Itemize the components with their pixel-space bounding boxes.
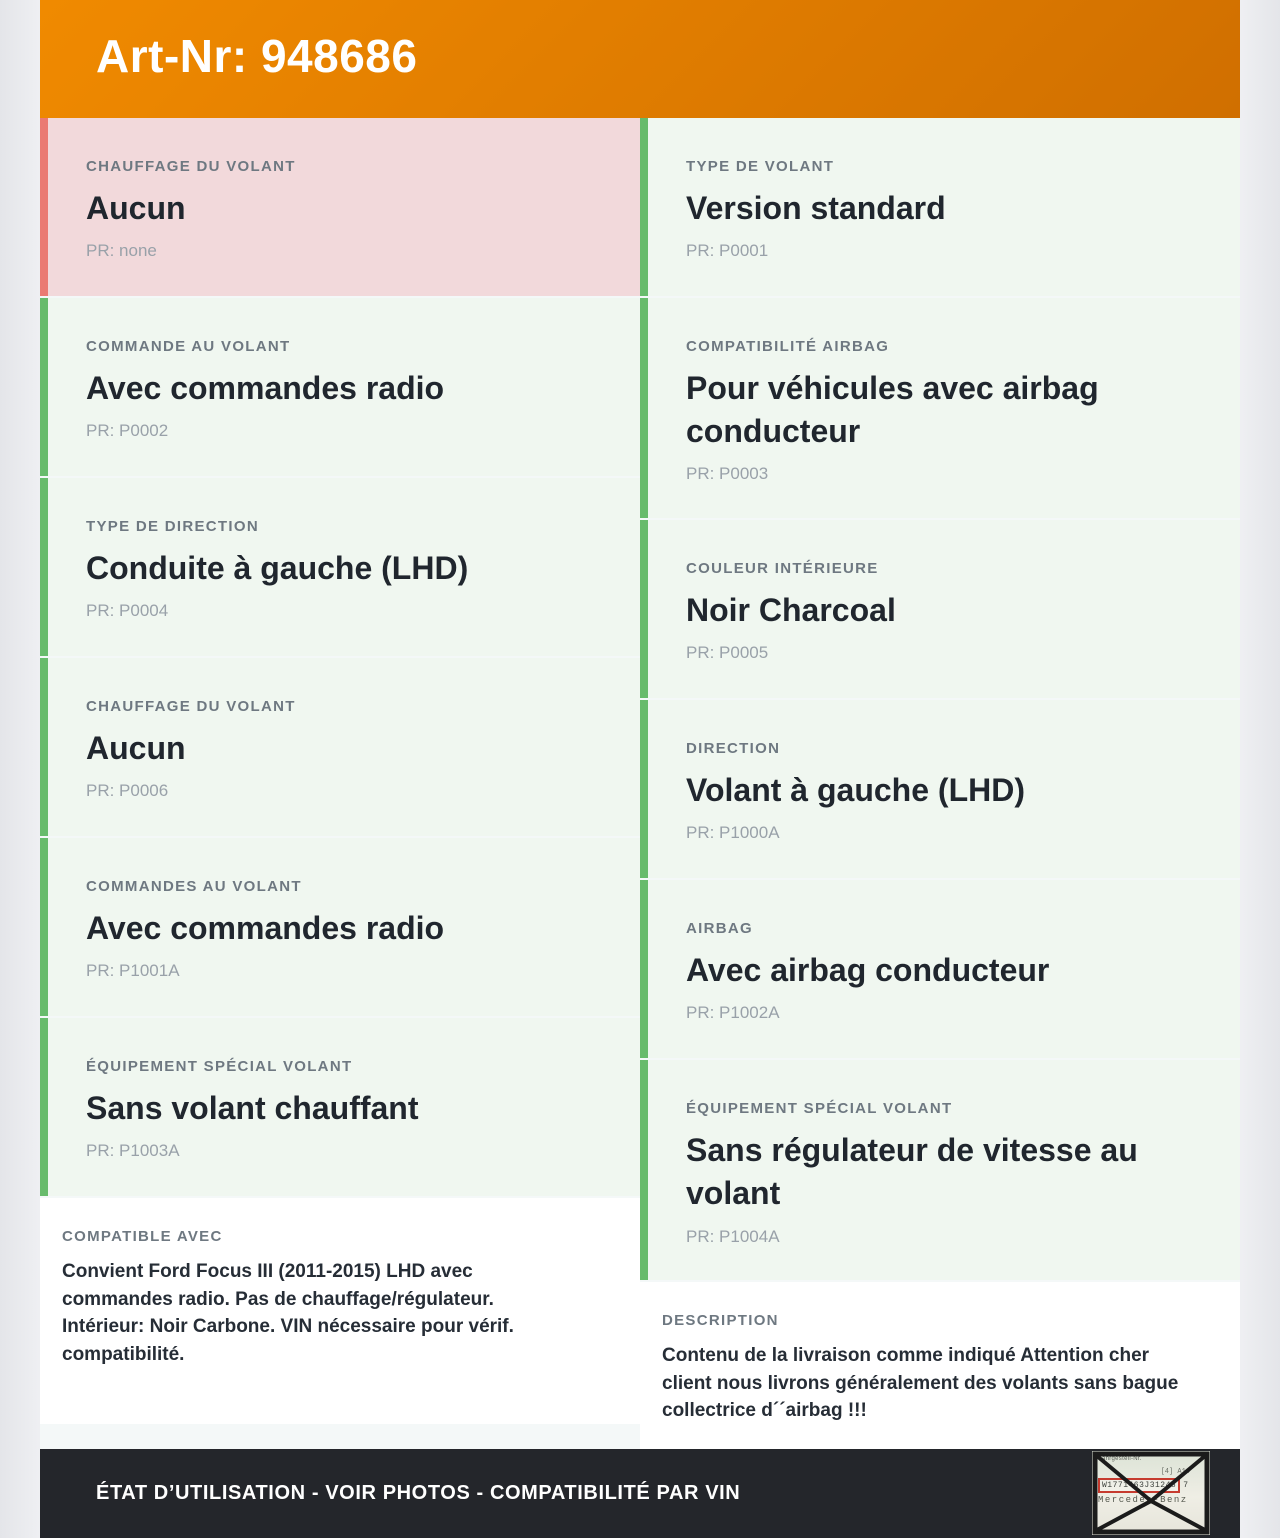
compatible-note-text: Convient Ford Focus III (2011-2015) LHD avec commandes radio. Pas de chauffage/régulateur. Intérieur: Noir Carbone. VIN nécessaire pour vérif. compatibilité.	[62, 1261, 514, 1365]
attribute-pr-code: PR: P0005	[686, 643, 769, 663]
attribute-value: Aucun	[86, 730, 186, 766]
attribute-pr-code: PR: P1003A	[86, 1141, 180, 1161]
attribute-card-commandes-au-volant	[40, 838, 640, 1016]
attribute-pr-code: PR: P1004A	[686, 1226, 780, 1246]
attribute-value: Sans régulateur de vitesse au volant	[686, 1132, 1138, 1212]
attribute-pr-code: PR: P1001A	[86, 961, 180, 981]
attribute-card-equipement-special-volant	[40, 1018, 640, 1196]
description-note-card	[640, 1282, 1240, 1449]
attribute-label: ÉQUIPEMENT SPÉCIAL VOLANT	[86, 1058, 353, 1075]
attribute-label: ÉQUIPEMENT SPÉCIAL VOLANT	[686, 1100, 953, 1118]
article-number-title: Art-Nr: 948686	[96, 30, 418, 82]
attribute-column-right	[640, 118, 1240, 1449]
note-label: DESCRIPTION	[662, 1312, 779, 1330]
attribute-card-direction	[640, 700, 1240, 878]
attribute-label: TYPE DE DIRECTION	[86, 518, 259, 535]
condition-footer-bar	[40, 1449, 1240, 1538]
description-note-text: Contenu de la livraison comme indiqué Attention cher client nous livrons généralement des volants sans bague collectrice d´´airbag !!!	[662, 1345, 1179, 1422]
attribute-value: Conduite à gauche (LHD)	[86, 550, 469, 586]
attribute-pr-code: PR: P0004	[86, 601, 169, 621]
note-label: COMPATIBLE AVEC	[62, 1228, 223, 1245]
attribute-value: Aucun	[86, 190, 186, 226]
listing-page	[40, 0, 1240, 1538]
footer-notice-text: ÉTAT D’UTILISATION - VOIR PHOTOS - COMPATIBILITÉ PAR VIN	[96, 1481, 741, 1504]
attribute-value: Sans volant chauffant	[86, 1090, 419, 1126]
attribute-card-type-de-direction	[40, 478, 640, 656]
article-header	[40, 0, 1240, 118]
attribute-value: Noir Charcoal	[686, 592, 896, 629]
compatible-note-card	[40, 1198, 640, 1424]
attribute-card-chauffage-du-volant	[40, 118, 640, 296]
attribute-label: COMPATIBILITÉ AIRBAG	[686, 338, 890, 355]
doc-field-line: [4] A14	[1160, 1467, 1190, 1476]
vehicle-brand-text: Mercedes-Benz	[1098, 1494, 1188, 1505]
attribute-card-airbag	[640, 880, 1240, 1058]
attribute-card-type-de-volant	[640, 118, 1240, 296]
vin-document-thumbnail	[1092, 1451, 1210, 1535]
vin-highlight-box: W1771463J31248	[1098, 1478, 1180, 1493]
attribute-label: AIRBAG	[686, 920, 753, 938]
attribute-card-equipement-special-volant-2	[640, 1060, 1240, 1280]
attribute-pr-code: PR: P0006	[86, 781, 169, 801]
attribute-value: Volant à gauche (LHD)	[686, 772, 1025, 809]
attribute-value: Avec airbag conducteur	[686, 952, 1050, 989]
attribute-card-commande-au-volant	[40, 298, 640, 476]
attribute-column-left	[40, 118, 640, 1449]
attribute-value: Avec commandes radio	[86, 910, 445, 946]
attribute-label: COMMANDE AU VOLANT	[86, 338, 291, 355]
attribute-pr-code: PR: P0001	[686, 241, 769, 261]
attribute-value: Version standard	[686, 190, 946, 226]
envelope-icon	[1092, 1451, 1210, 1535]
attribute-card-chauffage-du-volant-2	[40, 658, 640, 836]
doc-field-label: Fahrgestell-Nr.	[1098, 1455, 1142, 1462]
attribute-label: CHAUFFAGE DU VOLANT	[86, 698, 296, 715]
attribute-pr-code: PR: none	[86, 241, 157, 261]
attribute-label: CHAUFFAGE DU VOLANT	[86, 158, 296, 175]
attribute-pr-code: PR: P0003	[686, 464, 769, 484]
attribute-label: TYPE DE VOLANT	[686, 158, 835, 175]
attribute-value: Avec commandes radio	[86, 370, 445, 406]
attribute-label: COULEUR INTÉRIEURE	[686, 560, 879, 578]
attribute-pr-code: PR: P1002A	[686, 1003, 780, 1023]
attribute-label: COMMANDES AU VOLANT	[86, 878, 302, 895]
attribute-card-couleur-interieure	[640, 520, 1240, 698]
attribute-pr-code: PR: P1000A	[686, 823, 780, 843]
attribute-columns	[40, 118, 1240, 1449]
attribute-label: DIRECTION	[686, 740, 781, 758]
attribute-card-compatibilite-airbag	[640, 298, 1240, 518]
vin-suffix: 7	[1183, 1480, 1189, 1490]
attribute-pr-code: PR: P0002	[86, 421, 169, 441]
attribute-value: Pour véhicules avec airbag conducteur	[686, 370, 1099, 450]
